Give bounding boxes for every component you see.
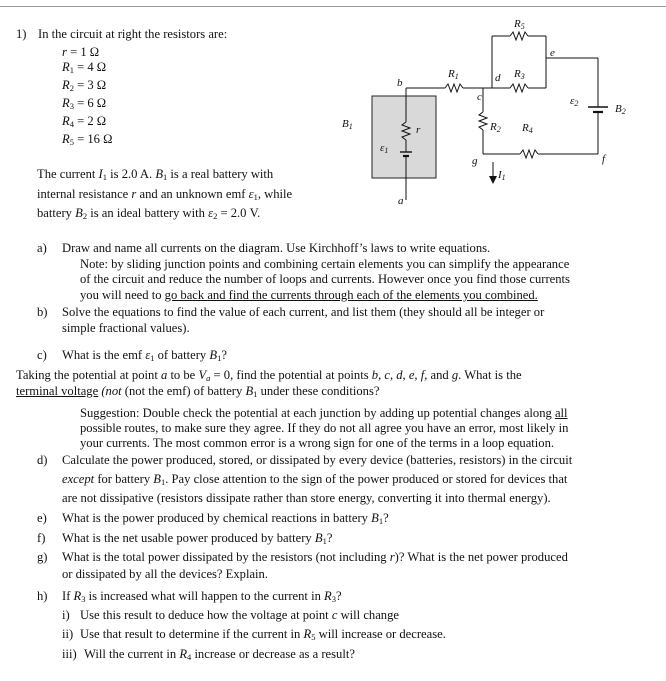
part-c-text: What is the emf $\varepsilon_1$ of battery $B_1$? xyxy=(62,348,227,363)
label-f: f xyxy=(602,153,606,165)
suggestion-2: possible routes, to make sure they agree. If they do not all agree you have an error, most likely in xyxy=(80,421,569,435)
resistor-r: r = 1 Ω xyxy=(62,45,100,59)
part-a-note-2: of the circuit and reduce the number of loops and currents. However once you find those currents xyxy=(80,272,570,286)
label-e2: ε2 xyxy=(570,95,579,108)
label-b2: B2 xyxy=(615,103,626,116)
part-a-note-1: Note: by sliding junction points and combining certain elements you can simplify the appearance xyxy=(80,257,570,271)
part-d-text-2: except for battery $B_1$. Pay close attention to the sign of the power produced or stored for devices that xyxy=(62,472,568,487)
resistor-r2-symbol xyxy=(479,112,487,130)
part-f-text: What is the net usable power produced by battery $B_1$? xyxy=(62,531,333,546)
part-h-iii: iii) xyxy=(62,647,77,661)
top-rule xyxy=(0,6,666,7)
given-line-1: The current $I_1$ is 2.0 A. $B_1$ is a real battery with xyxy=(37,167,274,182)
part-g-text-2: or dissipated by all the devices? Explain. xyxy=(62,567,268,581)
part-a: a) xyxy=(37,241,47,255)
resistor-r4: $R_4 = 2$ Ω xyxy=(62,114,107,129)
label-c: c xyxy=(477,91,482,103)
potential-line-1: Taking the potential at point a to be $V_a = 0$, find the potential at points b, c, d, e, f, and g. What is the xyxy=(16,368,522,383)
label-a: a xyxy=(398,195,404,207)
label-e1: ε1 xyxy=(380,142,389,155)
resistor-r5-symbol xyxy=(510,32,528,40)
part-h-i-text: Use this result to deduce how the voltage at point c will change xyxy=(80,608,399,622)
part-h-i: i) xyxy=(62,608,70,622)
part-h-ii: ii) xyxy=(62,627,74,641)
part-b-text-2: simple fractional values). xyxy=(62,321,190,335)
circuit-diagram xyxy=(330,14,650,209)
resistor-r5: $R_5 = 16$ Ω xyxy=(62,132,113,147)
label-e: e xyxy=(550,47,555,59)
part-a-note-3: you will need to go back and find the currents through each of the elements you combined. xyxy=(80,288,538,302)
label-r5: R5 xyxy=(514,18,525,31)
problem-number: 1) xyxy=(16,27,27,41)
resistor-r1: $R_1 = 4$ Ω xyxy=(62,60,107,75)
label-b1: B1 xyxy=(342,118,353,131)
label-d: d xyxy=(495,72,501,84)
label-r3: R3 xyxy=(514,68,525,81)
suggestion-3: your currents. The most common error is a wrong sign for one of the terms in a loop equation. xyxy=(80,436,555,450)
suggestion-1: Suggestion: Double check the potential at each junction by adding up potential changes along all xyxy=(80,406,568,420)
part-g: g) xyxy=(37,550,48,564)
problem-intro: In the circuit at right the resistors are: xyxy=(38,27,228,41)
part-h-iii-text: Will the current in $R_4$ increase or decrease as a result? xyxy=(84,647,355,662)
label-i1: I1 xyxy=(498,169,506,182)
label-r1: R1 xyxy=(448,68,459,81)
part-d-text-1: Calculate the power produced, stored, or dissipated by every device (batteries, resistors) in the circuit xyxy=(62,453,573,467)
part-h-text: If $R_3$ is increased what will happen to the current in $R_3$? xyxy=(62,589,342,604)
part-h-ii-text: Use that result to determine if the current in $R_5$ will increase or decrease. xyxy=(80,627,446,642)
label-g: g xyxy=(472,155,478,167)
resistor-r4-symbol xyxy=(520,150,538,158)
resistor-r3: $R_3 = 6$ Ω xyxy=(62,96,107,111)
potential-line-2: terminal voltage (not (not the emf) of battery $B_1$ under these conditions? xyxy=(16,384,380,399)
part-e: e) xyxy=(37,511,47,525)
part-g-text-1: What is the total power dissipated by the resistors (not including r)? What is the net power produced xyxy=(62,550,568,564)
part-d: d) xyxy=(37,453,48,467)
part-b-text-1: Solve the equations to find the value of each current, and list them (they should all be integer or xyxy=(62,305,545,319)
part-f: f) xyxy=(37,531,46,545)
part-b: b) xyxy=(37,305,48,319)
given-line-3: battery $B_2$ is an ideal battery with $\varepsilon_2 = 2.0$ V. xyxy=(37,206,261,221)
resistor-r1-symbol xyxy=(445,84,463,92)
label-r4: R4 xyxy=(522,122,533,135)
part-d-text-3: are not dissipative (resistors dissipate rather than store energy, converting it into thermal energy). xyxy=(62,491,551,505)
label-r2: R2 xyxy=(490,121,501,134)
part-c: c) xyxy=(37,348,47,362)
given-line-2: internal resistance r and an unknown emf $\varepsilon_1$, while xyxy=(37,187,293,202)
part-e-text: What is the power produced by chemical reactions in battery $B_1$? xyxy=(62,511,389,526)
label-r: r xyxy=(416,124,421,136)
label-b: b xyxy=(397,77,403,89)
part-a-text: Draw and name all currents on the diagram. Use Kirchhoff’s laws to write equations. xyxy=(62,241,491,255)
part-h: h) xyxy=(37,589,48,603)
resistor-r3-symbol xyxy=(510,84,528,92)
resistor-r2: $R_2 = 3$ Ω xyxy=(62,78,107,93)
battery-b1-box xyxy=(372,96,436,178)
